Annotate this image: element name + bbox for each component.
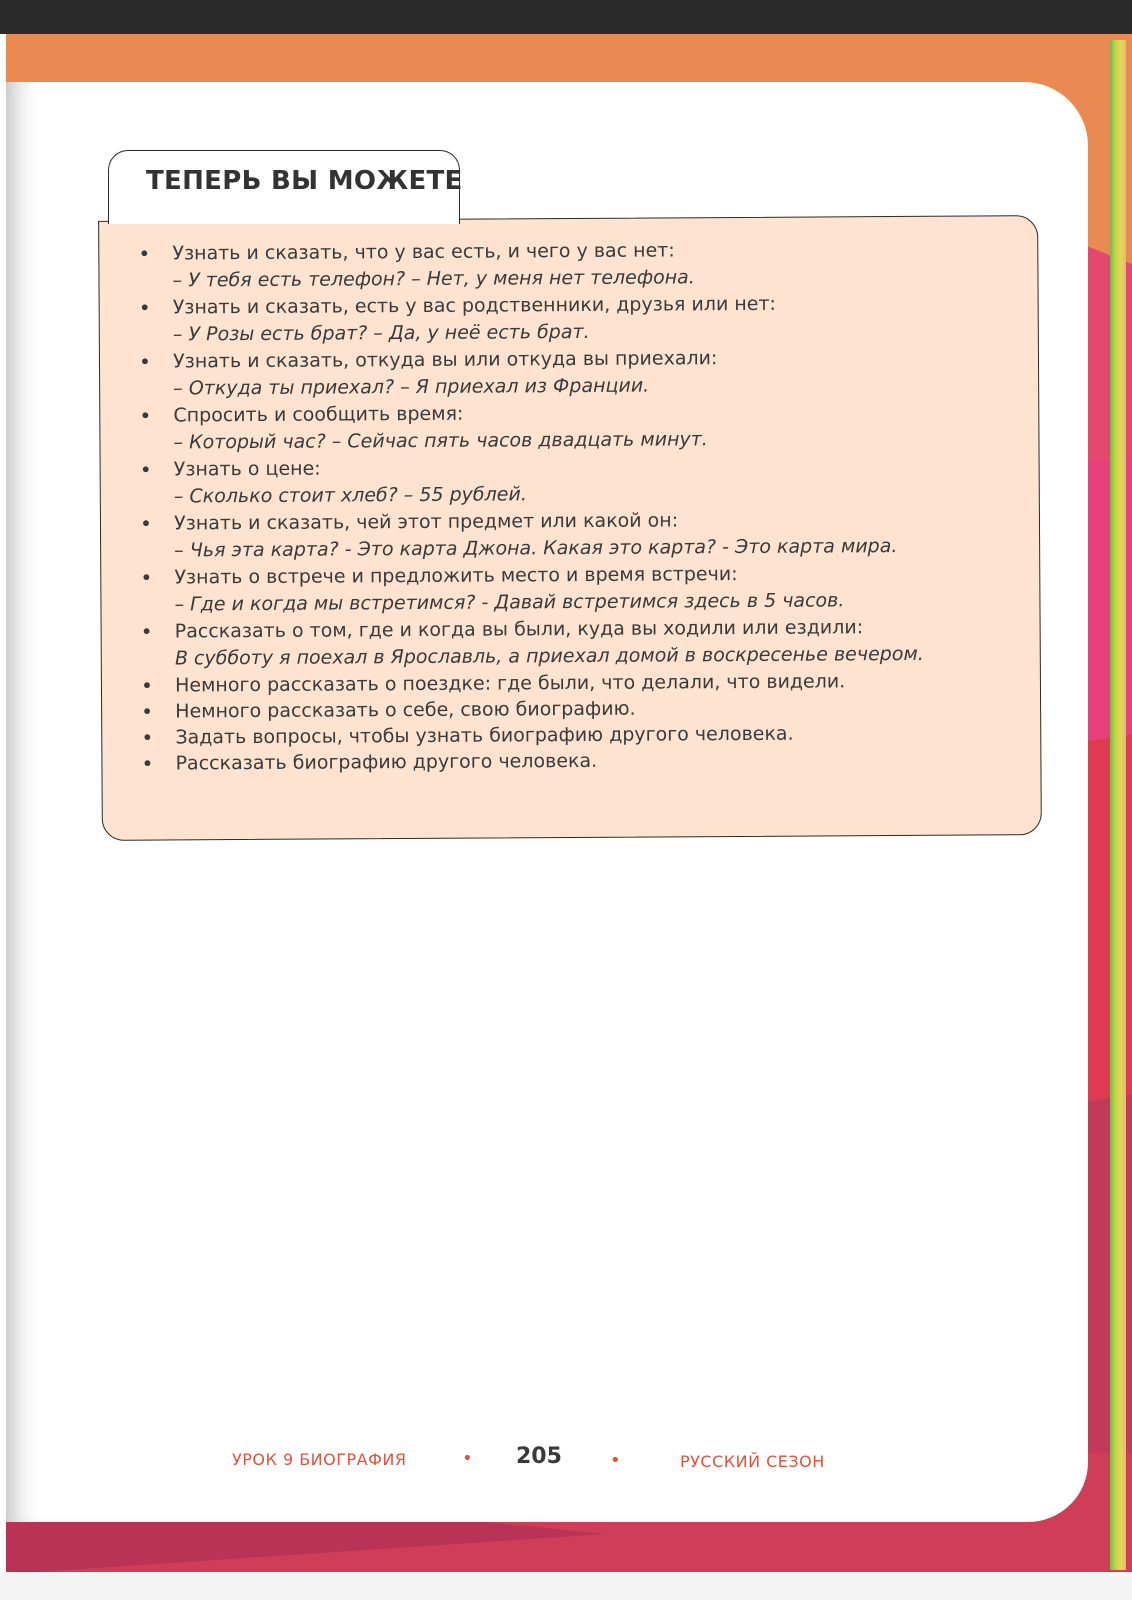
list-item	[139, 343, 1019, 402]
skill-task: Узнать и сказать, что у вас есть, и чего у вас нет:	[172, 239, 675, 265]
list-item	[140, 559, 1020, 618]
bullet-icon: •	[140, 619, 153, 644]
scan-border-bottom	[0, 1572, 1132, 1600]
skill-task: Немного рассказать о себе, свою биографию.	[175, 697, 636, 723]
list-item	[141, 745, 1021, 776]
skill-task: Узнать и сказать, чей этот предмет или какой он:	[174, 509, 679, 535]
skill-task: Спросить и сообщить время:	[173, 402, 464, 427]
bullet-icon: •	[138, 295, 151, 320]
skills-list	[138, 235, 1021, 776]
page-spine-shadow	[6, 82, 36, 1522]
list-item	[140, 451, 1020, 510]
skill-task: Рассказать о том, где и когда вы были, куда вы ходили или ездили:	[174, 616, 864, 643]
bullet-icon: •	[139, 403, 152, 428]
skill-task: Узнать о встрече и предложить место и время встречи:	[174, 563, 738, 589]
skill-example: – Который час? – Сейчас пять часов двадцать минут.	[173, 428, 708, 454]
footer-lesson-title: УРОК 9 БИОГРАФИЯ	[232, 1450, 407, 1469]
page-edge-stack	[1110, 40, 1126, 1570]
skill-task: Рассказать биографию другого человека.	[175, 749, 598, 775]
bullet-icon: •	[141, 699, 154, 724]
bullet-icon: •	[141, 751, 154, 776]
section-title: ТЕПЕРЬ ВЫ МОЖЕТЕ	[146, 166, 463, 196]
bullet-icon: •	[139, 457, 152, 482]
skill-example: – Где и когда мы встретимся? - Давай встретимся здесь в 5 часов.	[174, 589, 845, 616]
list-item	[139, 397, 1019, 456]
bullet-icon: •	[141, 673, 153, 698]
page-number: 205	[516, 1444, 562, 1469]
skill-example: – Чья эта карта? - Это карта Джона. Какая это карта? - Это карта мира.	[174, 535, 898, 562]
bullet-icon: •	[140, 565, 153, 590]
skill-example: – У Розы есть брат? – Да, у неё есть брат.	[172, 320, 590, 346]
page-footer	[0, 1444, 1132, 1488]
bullet-icon: •	[139, 349, 151, 374]
list-item	[139, 289, 1019, 348]
bullet-icon: •	[138, 241, 151, 266]
bullet-icon: •	[140, 511, 152, 536]
footer-separator: •	[610, 1450, 621, 1471]
skill-task: Немного рассказать о поездке: где были, что делали, что видели.	[175, 670, 846, 697]
list-item	[141, 613, 1021, 672]
footer-separator: •	[462, 1448, 473, 1469]
skill-example: – У тебя есть телефон? – Нет, у меня нет телефона.	[172, 266, 695, 292]
bullet-icon: •	[141, 725, 154, 750]
skill-task: Задать вопросы, чтобы узнать биографию другого человека.	[175, 722, 794, 749]
skill-task: Узнать и сказать, есть у вас родственники, друзья или нет:	[172, 292, 776, 319]
list-item	[138, 235, 1018, 294]
skill-task: Узнать о цене:	[173, 457, 321, 481]
footer-book-title: РУССКИЙ СЕЗОН	[680, 1452, 825, 1471]
skill-example: – Откуда ты приехал? – Я приехал из Франции.	[173, 374, 650, 400]
skill-task: Узнать и сказать, откуда вы или откуда вы приехали:	[173, 347, 718, 373]
skill-example: – Сколько стоит хлеб? – 55 рублей.	[173, 483, 527, 508]
skill-example: В субботу я поехал в Ярославль, а приехал домой в воскресенье вечером.	[174, 642, 924, 670]
scan-border-top	[0, 0, 1132, 34]
list-item	[140, 505, 1020, 564]
